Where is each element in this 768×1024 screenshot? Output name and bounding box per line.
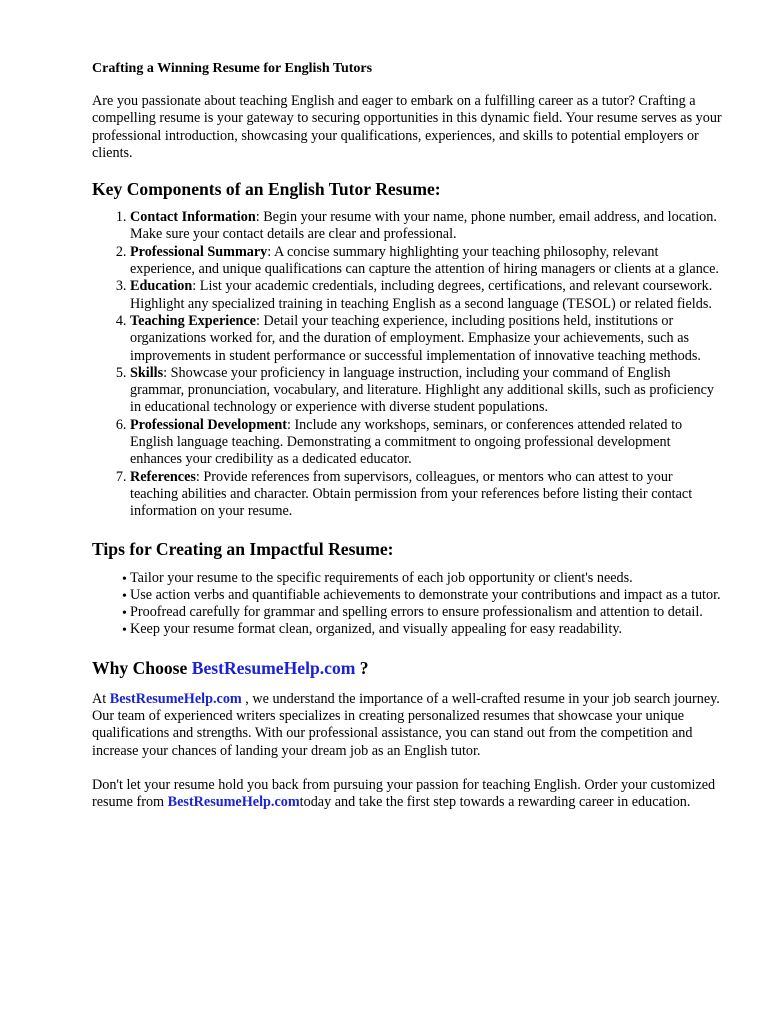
document-title: Crafting a Winning Resume for English Tutors [92,61,373,76]
item-term: Professional Development [130,416,287,433]
item-term: Education [130,278,193,295]
bestresumehelp-link[interactable]: BestResumeHelp.com [109,690,242,707]
closing-prefix: Don't let your resume hold you back from pursuing your passion for teaching English. Order your customized resume from [92,776,716,811]
why-paragraph [92,691,722,760]
list-item [122,621,722,638]
item-text: : Showcase your proficiency in language instruction, including your command of English grammar, pronunciation, vocabulary, and literature. Highlight any additional skills, such as proficiency in educational technology or experience with diverse student populations. [130,364,714,416]
why-heading-suffix: ? [355,657,369,678]
tip-text: Use action verbs and quantifiable achievements to demonstrate your contributions and impact as a tutor. [130,586,721,603]
list-item [130,313,722,365]
item-term: Teaching Experience [130,312,256,329]
item-term: References [130,468,196,485]
tip-text: Proofread carefully for grammar and spelling errors to ensure professionalism and attention to detail. [130,604,703,621]
tip-text: Tailor your resume to the specific requirements of each job opportunity or client's needs. [130,569,633,586]
bullet-icon: • [122,606,127,622]
list-item [130,469,722,521]
why-p1-suffix: , we understand the importance of a well-crafted resume in your job search journey. Our team of experienced writers specializes in creating personalized resumes that showcase your unique qualifications and strengths. With our professional assistance, you can stand out from the competition and increase your chances of landing your dream job as an English tutor. [92,690,720,759]
item-term: Skills [130,364,164,381]
item-text: : Begin your resume with your name, phone number, email address, and location. Make sure your contact details are clear and professional. [130,209,717,243]
components-list [92,209,722,520]
list-item [130,417,722,469]
item-text: : Detail your teaching experience, including positions held, institutions or organizations worked for, and the duration of employment. Emphasize your achievements, such as improvements in student performance or successful implementation of innovative teaching methods. [130,312,701,364]
closing-suffix: today and take the first step towards a rewarding career in education. [299,794,691,811]
item-term: Professional Summary [130,243,268,260]
item-term: Contact Information [130,209,256,226]
bullet-icon: • [122,623,127,639]
bestresumehelp-link[interactable]: BestResumeHelp.com [167,794,300,811]
bestresumehelp-link[interactable]: BestResumeHelp.com [191,657,356,678]
list-item [130,209,722,244]
tips-list [92,570,722,639]
item-text: : List your academic credentials, including degrees, certifications, and relevant coursework. Highlight any specialized training in teaching English as a second language (TESOL) or related fields. [130,278,713,312]
item-text: : A concise summary highlighting your teaching philosophy, relevant experience, and unique qualifications can capture the attention of hiring managers or clients at a glance. [130,243,719,278]
item-text: : Include any workshops, seminars, or conferences attended related to English language teaching. Demonstrating a commitment to ongoing professional development enhances your credibility as a dedicated educator. [130,416,683,468]
bullet-icon: • [122,588,127,604]
list-item [122,570,722,587]
why-heading-prefix: Why Choose [92,657,192,678]
list-item [122,604,722,621]
why-p1-prefix: At [92,690,110,707]
intro-paragraph: Are you passionate about teaching English and eager to embark on a fulfilling career as a tutor? Crafting a compelling resume is your gateway to securing opportunities in this dynamic field. Your resume serves as your professional introduction, showcasing your qualifications, experiences, and skills to potential employers or clients. [92,93,722,161]
closing-paragraph [92,777,722,812]
components-heading: Key Components of an English Tutor Resume: [92,179,441,200]
item-text: : Provide references from supervisors, colleagues, or mentors who can attest to your teaching abilities and character. Obtain permission from your references before listing their contact information on your resume. [130,468,693,520]
list-item [130,278,722,313]
list-item [130,244,722,279]
list-item [130,365,722,417]
tip-text: Keep your resume format clean, organized, and visually appealing for easy readability. [130,621,623,638]
bullet-icon: • [122,571,127,587]
list-item [122,587,722,604]
document-page [92,60,722,812]
tips-heading: Tips for Creating an Impactful Resume: [92,538,394,559]
why-heading [92,657,722,679]
